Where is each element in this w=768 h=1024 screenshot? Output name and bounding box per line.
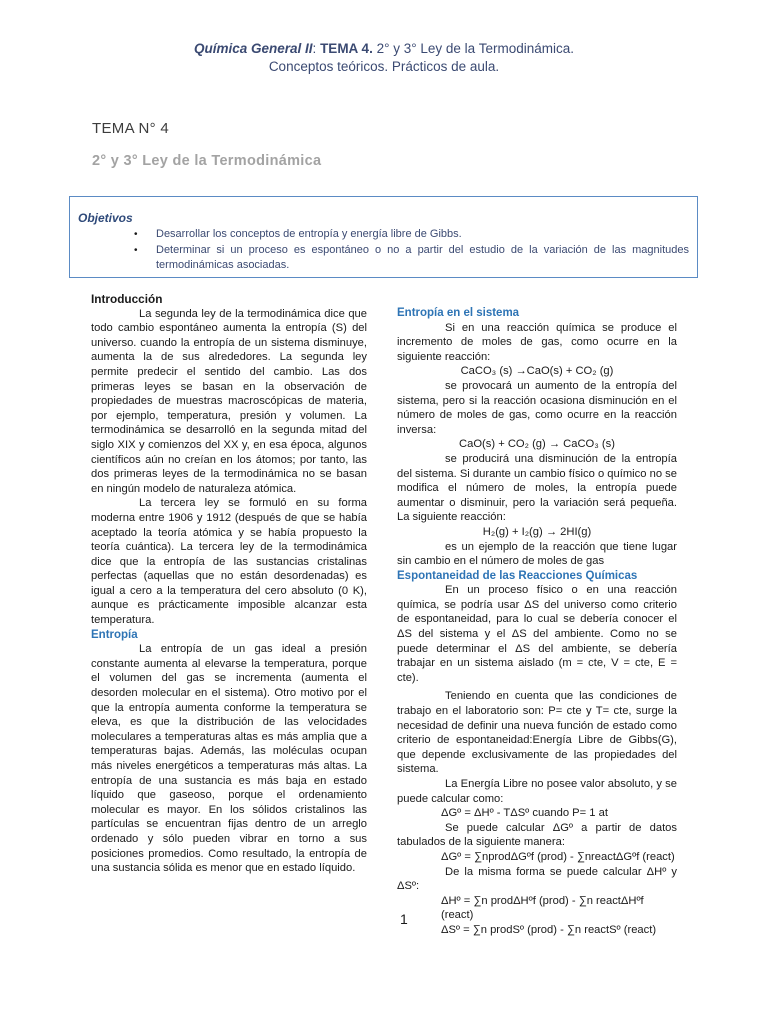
header-topic: 2° y 3° Ley de la Termodinámica. [372, 41, 574, 56]
header-line-1 [0, 40, 768, 58]
equation-3: H₂(g) + I₂(g) → 2HI(g) [482, 525, 592, 538]
gibbs-equation: ΔGº = ΔHº - TΔSº cuando P= 1 at [441, 807, 608, 820]
bullet-icon: • [134, 229, 138, 240]
intro-paragraph-1: La segunda ley de la termodinámica dice que todo cambio espontáneo aumenta la entropía (S) del universo. cuando la entropía de un sistema disminuye, aumenta la de sus alrededores. La segunda ley permite predecir el sentido del cambio. Las dos primeras leyes se basan en la observación de propiedades de muestras macroscópicas de materia, por ejemplo, temperatura, presión y volumen. La termodinámica se desarrolló en la segunda mitad del siglo XIX y comienzos del XX y, en esa época, algunos científicos aún no creían en los átomos; por tanto, las dos primeras leyes de la termodinámica no se basan en ningún modelo de naturaleza atómica. [91, 307, 367, 495]
intro-paragraph-2: La tercera ley se formuló en su forma moderna entre 1906 y 1912 (después de que se había aceptado la teoría atómica y se había propuesto la teoría cuántica). La tercera ley de la termodinámica dice que la entropía de las sustancias cristalinas perfectas (aquellas que no están desordenadas) es igual a cero a la temperatura del cero absoluto (0 K), aunque es prácticamente imposible alcanzar esta temperatura. [91, 497, 367, 627]
objetivos-list [78, 227, 689, 274]
equation-2: CaO(s) + CO₂ (g) → CaCO₃ (s) [459, 438, 615, 451]
tema-label: TEMA 4. [320, 41, 373, 56]
left-column [91, 292, 367, 876]
tema-title: TEMA N° 4 [92, 120, 170, 137]
equation-1: CaCO₃ (s) →CaO(s) + CO₂ (g) [460, 365, 614, 378]
tema-subtitle: 2° y 3° Ley de la Termodinámica [92, 153, 322, 169]
espontaneidad-heading: Espontaneidad de las Reacciones Químicas [397, 569, 638, 582]
right-column [397, 306, 677, 938]
header-separator: : [312, 41, 321, 56]
header-line-2: Conceptos teóricos. Prácticos de aula. [268, 59, 500, 74]
tabulated-paragraph: Se puede calcular ΔGº a partir de datos tabulados de la siguiente manera: [397, 821, 677, 849]
document-header [0, 40, 768, 76]
objetivos-box [69, 196, 698, 278]
objetivos-title: Objetivos [78, 211, 133, 225]
page-number: 1 [400, 911, 408, 927]
energia-libre-paragraph: La Energía Libre no posee valor absoluto, y se puede calcular como: [397, 778, 677, 805]
bullet-icon: • [134, 244, 138, 256]
sistema-paragraph-2: se provocará un aumento de la entropía del sistema, pero si la reacción ocasiona disminución en el número de moles de gas, como ocurre en la reacción inversa: [397, 379, 677, 436]
sistema-paragraph-4: es un ejemplo de la reacción que tiene lugar sin cambio en el número de moles de gas [397, 540, 677, 568]
espontaneidad-paragraph-1: En un proceso físico o en una reacción química, se podría usar ΔS del universo como criterio de espontaneidad, para lo cual se debería conocer el ΔS del sistema y el ΔS del ambiente. Como no se puede determinar el ΔS del ambiente, se debería trabajar en un sistema aislado (m = cte, V = cte, E = cte). [397, 584, 677, 684]
objetivo-text: Desarrollar los conceptos de entropía y energía libre de Gibbs. [156, 228, 462, 240]
introduccion-heading: Introducción [91, 292, 163, 306]
entropia-sistema-heading: Entropía en el sistema [397, 307, 520, 319]
course-name: Química General II [194, 41, 313, 56]
espontaneidad-paragraph-2: Teniendo en cuenta que las condiciones de trabajo en el laboratorio son: P= cte y T= cte, surge la necesidad de definir una nueva función de estado como criterio de espontaneidad:Energía Libre de Gibbs(G), que depende exclusivamente de las propiedades del sistema. [397, 690, 677, 776]
entropia-paragraph: La entropía de un gas ideal a presión constante aumenta al elevarse la temperatura, porque el volumen del gas se incrementa (aumenta el desorden molecular en el sistema). Otro motivo por el que la entropía aumenta conforme la temperatura se eleva, es que la distribución de las velocidades moleculares a temperaturas altas es más amplia que a temperaturas bajas. Además, las moléculas ocupan más niveles energéticos a temperaturas más altas. La entropía de una sustancia es más baja en estado líquido que gaseoso, porque el ordenamiento molecular es mayor. En los sólidos cristalinos las partículas se encuentran fijas dentro de un arreglo ordenado y sólo pueden vibrar en torno a sus posiciones promedios. Como resultado, la entropía de una sustancia sólida es menor que en estado líquido. [91, 643, 367, 875]
objetivo-item [78, 227, 689, 243]
objetivo-text: Determinar si un proceso es espontáneo o no a partir del estudio de la variación de las magnitudes termodinámicas asociadas. [156, 243, 689, 271]
objetivo-item [78, 243, 689, 274]
delta-s-equation: ΔSº = ∑n prodSº (prod) - ∑n reactSº (react) [441, 923, 657, 936]
sistema-paragraph-3: se producirá una disminución de la entropía del sistema. Si durante un cambio físico o químico no se modifica el número de moles, la entropía puede aumentar o disminuir, pero la variación será pequeña. La siguiente reacción: [397, 452, 677, 524]
entropia-heading: Entropía [91, 628, 138, 641]
delta-g-equation: ΔGº = ∑nprodΔGºf (prod) - ∑nreactΔGºf (react) [441, 850, 675, 863]
misma-forma-paragraph: De la misma forma se puede calcular ΔHº y ΔSº: [397, 865, 677, 893]
sistema-paragraph-1: Si en una reacción química se produce el incremento de moles de gas, como ocurre en la siguiente reacción: [397, 321, 677, 363]
delta-h-equation: ΔHº = ∑n prodΔHºf (prod) - ∑n reactΔHºf (react) [441, 894, 644, 922]
